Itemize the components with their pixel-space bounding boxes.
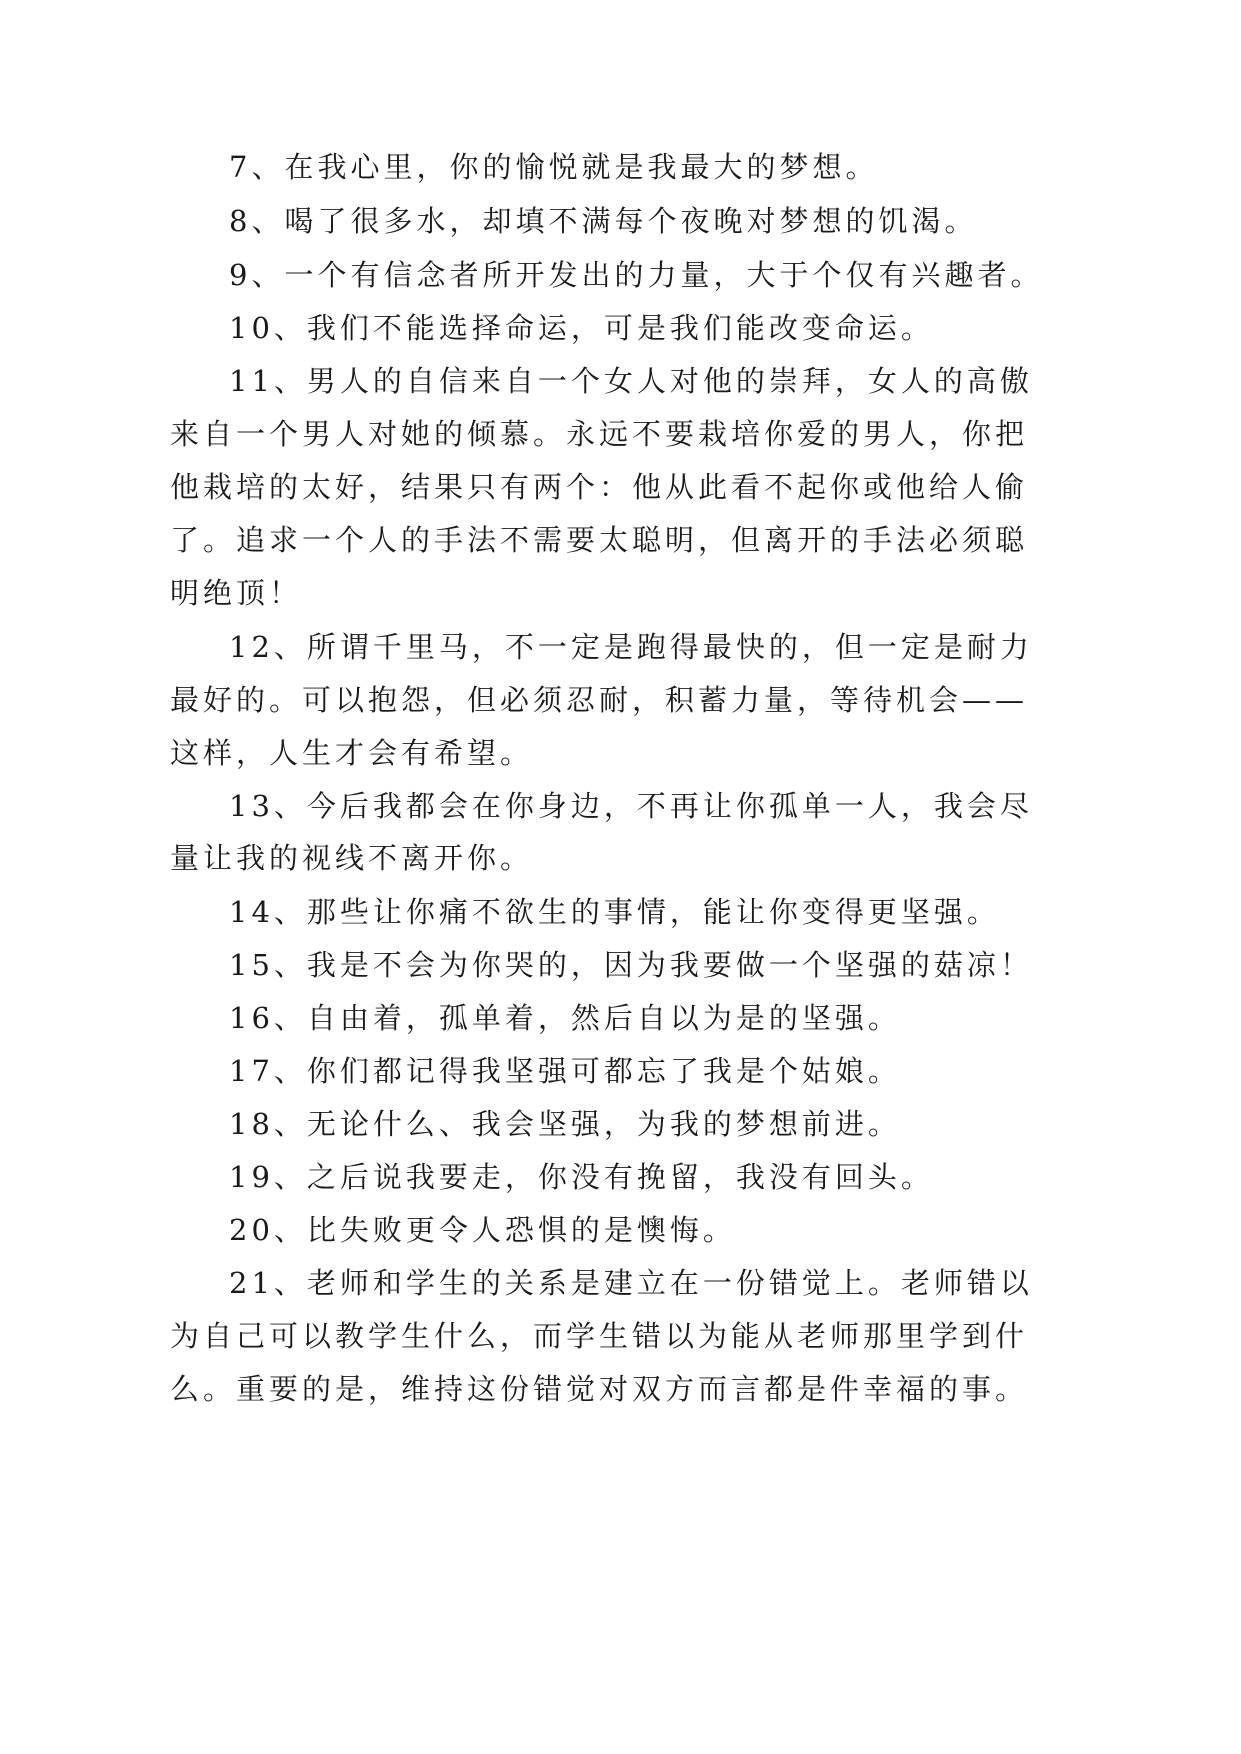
paragraph-21-line-2: 为自己可以教学生什么，而学生错以为能从老师那里学到什	[170, 1319, 1029, 1353]
paragraph-7: 7、在我心里，你的愉悦就是我最大的梦想。	[229, 150, 879, 184]
paragraph-9: 9、一个有信念者所开发出的力量，大于个仅有兴趣者。	[229, 258, 1044, 292]
paragraph-10: 10、我们不能选择命运，可是我们能改变命运。	[229, 311, 934, 345]
paragraph-11-line-4: 了。追求一个人的手法不需要太聪明，但离开的手法必须聪	[170, 523, 1029, 557]
paragraph-12-line-1: 12、所谓千里马，不一定是跑得最快的，但一定是耐力	[229, 630, 1033, 664]
paragraph-16: 16、自由着，孤单着，然后自以为是的坚强。	[229, 1001, 901, 1035]
paragraph-14: 14、那些让你痛不欲生的事情，能让你变得更坚强。	[229, 895, 1000, 929]
paragraph-21-line-1: 21、老师和学生的关系是建立在一份错觉上。老师错以	[229, 1266, 1033, 1300]
paragraph-21-line-3: 么。重要的是，维持这份错觉对双方而言都是件幸福的事。	[170, 1372, 1029, 1406]
paragraph-11-line-1: 11、男人的自信来自一个女人对他的崇拜，女人的高傲	[229, 364, 1033, 398]
paragraph-17: 17、你们都记得我坚强可都忘了我是个姑娘。	[229, 1054, 901, 1088]
paragraph-8: 8、喝了很多水，却填不满每个夜晚对梦想的饥渴。	[229, 204, 978, 238]
paragraph-13-line-2: 量让我的视线不离开你。	[170, 841, 534, 875]
paragraph-11-line-2: 来自一个男人对她的倾慕。永远不要栽培你爱的男人，你把	[170, 417, 1029, 451]
paragraph-15: 15、我是不会为你哭的，因为我要做一个坚强的菇凉！	[229, 948, 1033, 982]
paragraph-12-line-2: 最好的。可以抱怨，但必须忍耐，积蓄力量，等待机会——	[170, 683, 1029, 717]
paragraph-19: 19、之后说我要走，你没有挽留，我没有回头。	[229, 1160, 934, 1194]
paragraph-12-line-3: 这样，人生才会有希望。	[170, 736, 534, 770]
paragraph-11-line-5: 明绝顶！	[170, 576, 303, 610]
paragraph-20: 20、比失败更令人恐惧的是懊悔。	[229, 1213, 736, 1247]
paragraph-13-line-1: 13、今后我都会在你身边，不再让你孤单一人，我会尽	[229, 789, 1033, 823]
paragraph-11-line-3: 他栽培的太好，结果只有两个：他从此看不起你或他给人偷	[170, 470, 1029, 504]
paragraph-18: 18、无论什么、我会坚强，为我的梦想前进。	[229, 1107, 901, 1141]
